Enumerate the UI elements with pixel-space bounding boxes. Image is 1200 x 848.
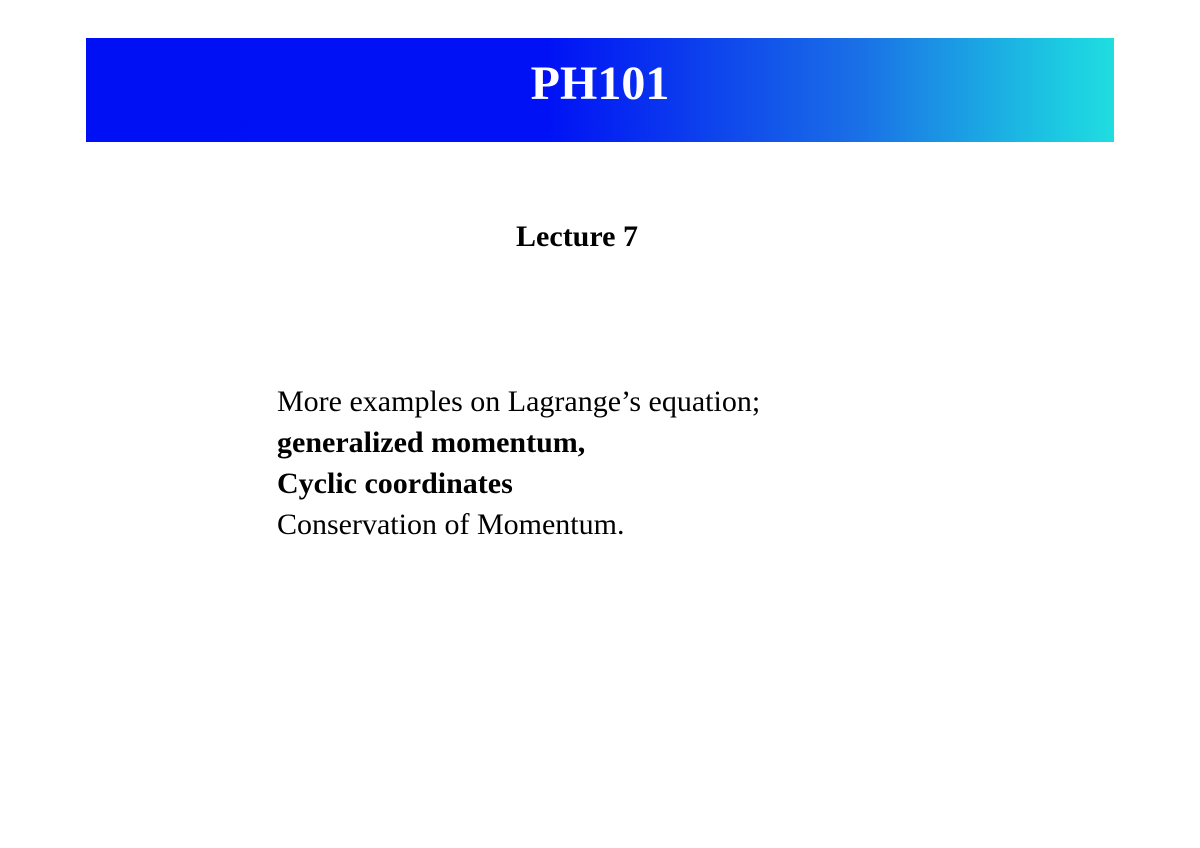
lecture-title: Lecture 7 xyxy=(516,220,638,253)
topic-line-lagrange: More examples on Lagrange’s equation; xyxy=(277,385,761,418)
topic-line-conservation: Conservation of Momentum. xyxy=(277,508,625,541)
title-banner xyxy=(86,38,1114,142)
topic-line-cyclic-coordinates: Cyclic coordinates xyxy=(277,467,513,500)
topic-list xyxy=(277,381,760,545)
topic-line-generalized-momentum: generalized momentum, xyxy=(277,426,586,459)
course-title: PH101 xyxy=(530,57,670,110)
